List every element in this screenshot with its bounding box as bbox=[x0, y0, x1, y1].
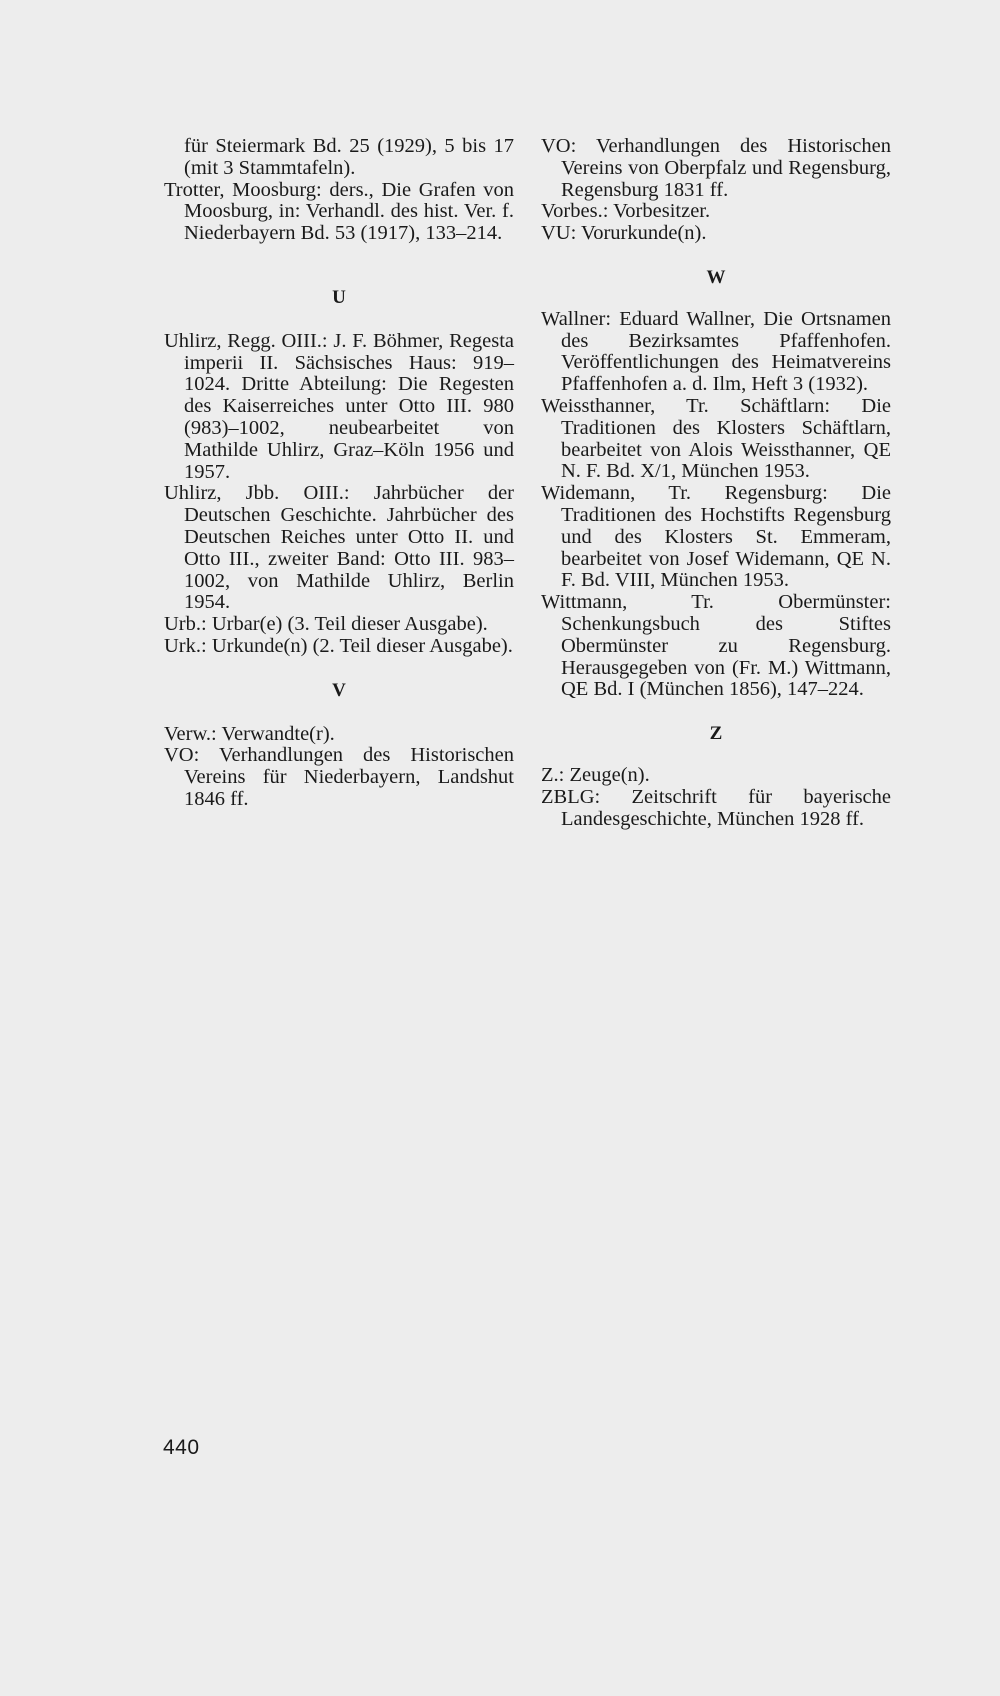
section-letter-z: Z bbox=[709, 723, 723, 745]
right-column bbox=[541, 136, 891, 830]
entry-widemann: Widemann, Tr. Regensburg: Die Traditionen des Hochstifts Regensburg und des Klosters St. Emmeram, bearbeitet von Josef Widemann, QE N. F. Bd. VIII, München 1953. bbox=[541, 482, 891, 592]
entry-vo-oberpfalz: VO: Verhandlungen des Historischen Vereins von Oberpfalz und Regensburg, Regensburg 1831 ff. bbox=[541, 135, 891, 201]
entry-vorbes: Vorbes.: Vorbesitzer. bbox=[541, 200, 711, 223]
section-letter-v: V bbox=[332, 679, 346, 701]
entry-weissthanner: Weissthanner, Tr. Schäftlarn: Die Traditionen des Klosters Schäftlarn, bearbeitet von Alois Weissthanner, QE N. F. Bd. X/1, München 1953. bbox=[541, 394, 891, 483]
entry-wallner: Wallner: Eduard Wallner, Die Ortsnamen des Bezirksamtes Pfaffenhofen. Veröffentlichungen des Heimatvereins Pfaffenhofen a. d. Ilm, Heft 3 (1932). bbox=[541, 307, 891, 396]
entry-urk: Urk.: Urkunde(n) (2. Teil dieser Ausgabe). bbox=[164, 634, 513, 657]
entry-urb: Urb.: Urbar(e) (3. Teil dieser Ausgabe). bbox=[164, 613, 488, 636]
entry-uhlirz-jbb: Uhlirz, Jbb. OIII.: Jahrbücher der Deutschen Geschichte. Jahrbücher des Deutschen Reiches unter Otto II. und Otto III., zweiter Band: Otto III. 983–1002, von Mathilde Uhlirz, Berlin 1954. bbox=[164, 482, 514, 614]
entry-uhlirz-regg: Uhlirz, Regg. OIII.: J. F. Böhmer, Regesta imperii II. Sächsisches Haus: 919–1024. Dritte Abteilung: Die Regesten des Kaiserreiches unter Otto III. 980 (983)–1002, neubearbeitet von Mathilde Uhlirz, Graz–Köln 1956 und 1957. bbox=[164, 329, 514, 483]
entry-z: Z.: Zeuge(n). bbox=[541, 763, 650, 786]
page-number: 440 bbox=[163, 1436, 200, 1459]
entry-trotter: Trotter, Moosburg: ders., Die Grafen von Moosburg, in: Verhandl. des hist. Ver. f. Niederbayern Bd. 53 (1917), 133–214. bbox=[164, 178, 514, 245]
section-letter-u: U bbox=[332, 286, 346, 308]
entry-vu: VU: Vorurkunde(n). bbox=[541, 222, 707, 245]
entry-verw: Verw.: Verwandte(r). bbox=[164, 722, 335, 745]
entry-wittmann: Wittmann, Tr. Obermünster: Schenkungsbuch des Stiftes Obermünster zu Regensburg. Herausgegeben von (Fr. M.) Wittmann, QE Bd. I (München 1856), 147–224. bbox=[541, 591, 891, 701]
section-letter-w: W bbox=[706, 266, 726, 288]
entry-vo-niederbayern: VO: Verhandlungen des Historischen Vereins für Niederbayern, Landshut 1846 ff. bbox=[164, 744, 514, 810]
left-column bbox=[164, 136, 514, 811]
entry-zblg: ZBLG: Zeitschrift für bayerische Landesgeschichte, München 1928 ff. bbox=[541, 785, 891, 830]
entry-steiermark-continued: für Steiermark Bd. 25 (1929), 5 bis 17 (mit 3 Stammtafeln). bbox=[184, 135, 514, 179]
